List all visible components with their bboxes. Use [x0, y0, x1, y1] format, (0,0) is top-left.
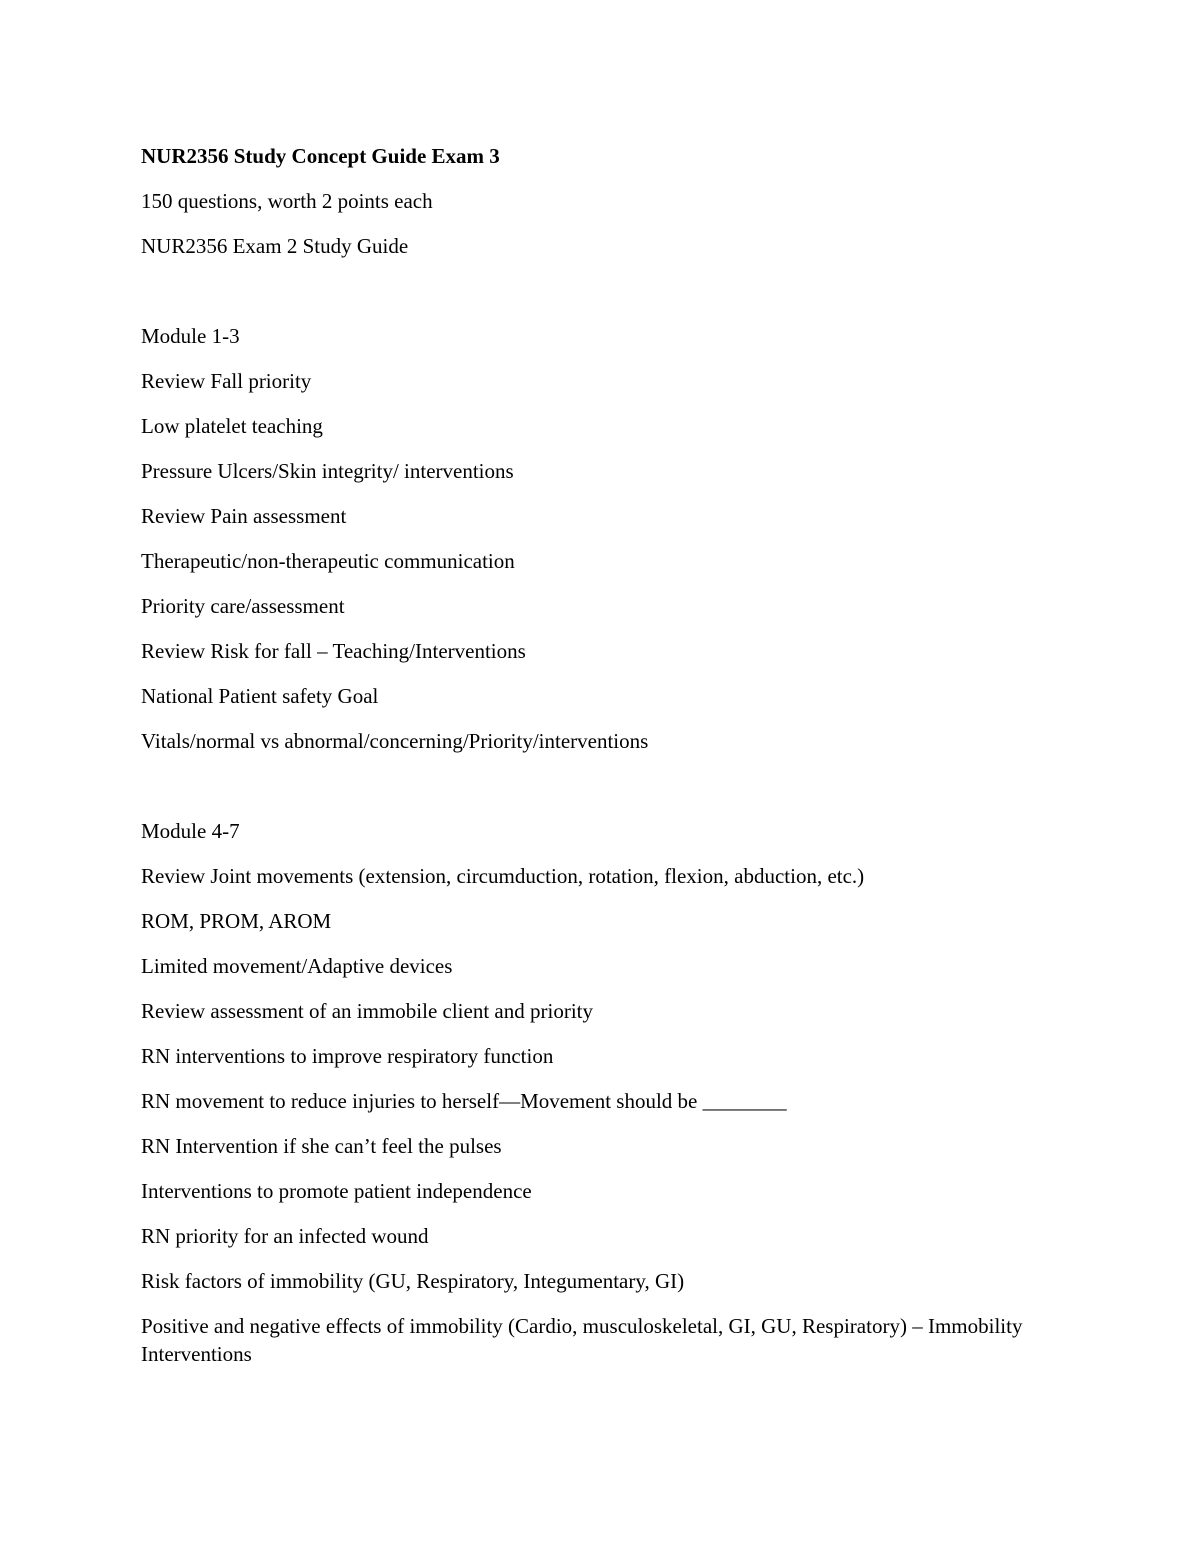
list-item: Low platelet teaching [141, 414, 323, 438]
list-item: Review Risk for fall – Teaching/Interventions [141, 639, 526, 663]
list-item: Pressure Ulcers/Skin integrity/ interventions [141, 459, 514, 483]
blank-line [141, 277, 1041, 322]
list-item: Review assessment of an immobile client and priority [141, 999, 593, 1023]
list-item: Interventions to promote patient independence [141, 1179, 532, 1203]
document-body [141, 142, 1041, 1385]
list-item: Therapeutic/non-therapeutic communication [141, 549, 515, 573]
list-item: Review Pain assessment [141, 504, 347, 528]
list-item: Limited movement/Adaptive devices [141, 954, 453, 978]
list-item: Priority care/assessment [141, 594, 345, 618]
list-item: Risk factors of immobility (GU, Respiratory, Integumentary, GI) [141, 1269, 685, 1293]
list-item: RN Intervention if she can’t feel the pulses [141, 1134, 502, 1158]
list-item: Vitals/normal vs abnormal/concerning/Priority/interventions [141, 729, 649, 753]
blank-line [141, 772, 1041, 817]
list-item: Review Joint movements (extension, circumduction, rotation, flexion, abduction, etc.) [141, 864, 865, 888]
module-2-heading: Module 4-7 [141, 819, 240, 843]
list-item: ROM, PROM, AROM [141, 909, 332, 933]
document-subtitle: NUR2356 Exam 2 Study Guide [141, 234, 409, 258]
module-1-heading: Module 1-3 [141, 324, 240, 348]
list-item: National Patient safety Goal [141, 684, 379, 708]
document-title: NUR2356 Study Concept Guide Exam 3 [141, 144, 500, 168]
list-item: Positive and negative effects of immobility (Cardio, musculoskeletal, GI, GU, Respiratory) – Immobility Interventions [141, 1314, 1023, 1366]
list-item: Review Fall priority [141, 369, 312, 393]
questions-info: 150 questions, worth 2 points each [141, 189, 433, 213]
list-item: RN movement to reduce injuries to herself—Movement should be ________ [141, 1089, 787, 1113]
list-item: RN interventions to improve respiratory function [141, 1044, 554, 1068]
list-item: RN priority for an infected wound [141, 1224, 429, 1248]
